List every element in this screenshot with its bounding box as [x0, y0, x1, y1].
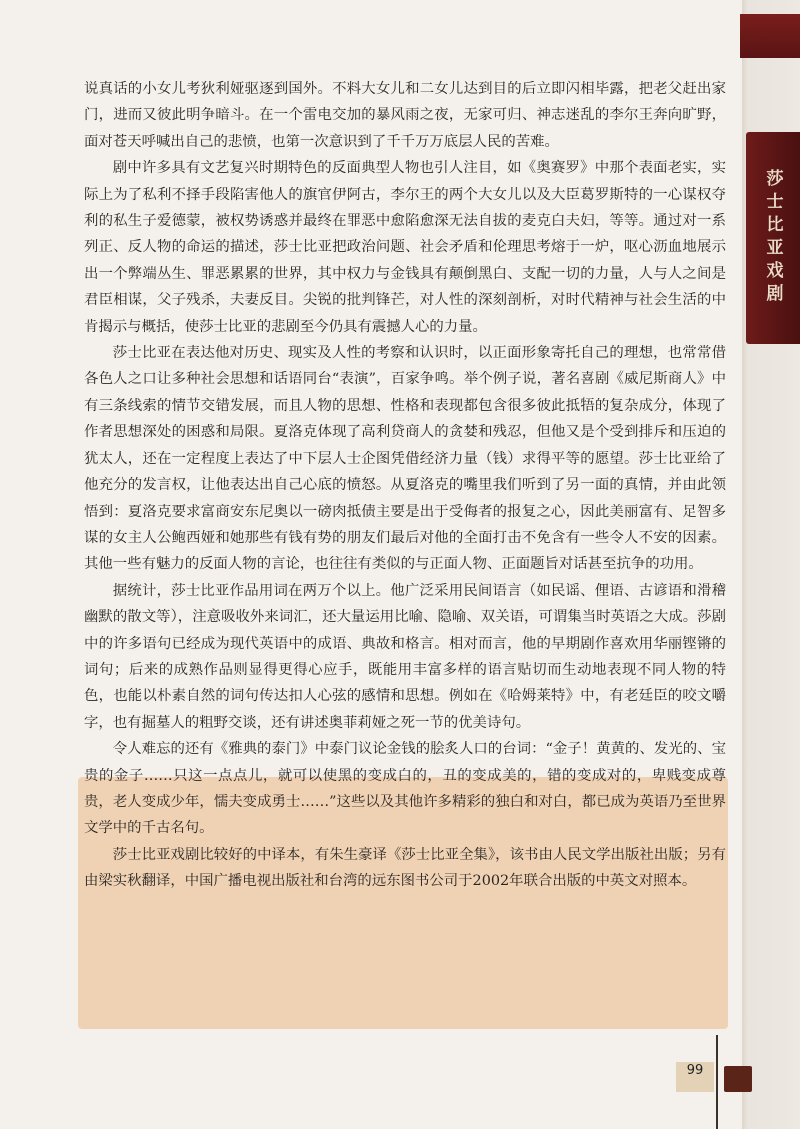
paragraph-2: 剧中许多具有文艺复兴时期特色的反面典型人物也引人注目，如《奥赛罗》中那个表面老实，实际上为了私利不择手段陷害他人的旗官伊阿古，李尔王的两个大女儿以及大臣葛罗斯特的一心谋权夺利的私生子爱德蒙，被权势诱惑并最终在罪恶中愈陷愈深无法自拔的麦克白夫妇，等等。通过对一系列正、反人物的命运的描述，莎士比亚把政治问题、社会矛盾和伦理思考熔于一炉，呕心沥血地展示出一个弊端丛生、罪恶累累的世界，其中权力与金钱具有颠倒黑白、支配一切的力量，人与人之间是君臣相谋，父子残杀，夫妻反目。尖锐的批判锋芒，对人性的深刻剖析，对时代精神与社会生活的中肯揭示与概括，使莎士比亚的悲剧至今仍具有震撼人心的力量。 [84, 160, 726, 335]
main-text [84, 76, 726, 895]
top-decorative-bar [740, 14, 800, 58]
paragraph-6: 莎士比亚戏剧比较好的中译本，有朱生豪译《莎士比亚全集》，该书由人民文学出版社出版；另有由梁实秋翻译，中国广播电视出版社和台湾的远东图书公司于2002年联合出版的中英文对照本。 [84, 846, 726, 890]
chapter-tab-label: 莎士比亚戏剧 [762, 169, 783, 307]
paragraph-3: 莎士比亚在表达他对历史、现实及人性的考察和认识时，以正面形象寄托自己的理想，也常常借各色人之口让多种社会思想和话语同台“表演”，百家争鸣。举个例子说，著名喜剧《威尼斯商人》中有三条线索的情节交错发展，而且人物的思想、性格和表现都包含很多彼此抵牾的复杂成分，体现了作者思想深处的困惑和局限。夏洛克体现了高利贷商人的贪婪和残忍，但他又是个受到排斥和压迫的犹太人，还在一定程度上表达了中下层人士企图凭借经济力量（钱）求得平等的愿望。莎士比亚给了他充分的发言权，让他表达出自己心底的愤怒。从夏洛克的嘴里我们听到了另一面的真情，并由此领悟到：夏洛克要求富商安东尼奥以一磅肉抵债主要是出于受侮者的报复之心，因此美丽富有、足智多谋的女主人公鲍西娅和她那些有钱有势的朋友们最后对他的全面打击不免含有一些令人不安的因素。其他一些有魅力的反面人物的言论，也往往有类似的与正面人物、正面题旨对话甚至抗争的功用。 [84, 345, 726, 573]
corner-ornament [724, 1066, 752, 1092]
paragraph-1: 说真话的小女儿考狄利娅驱逐到国外。不料大女儿和二女儿达到目的后立即闪相毕露，把老父赶出家门，进而又彼此明争暗斗。在一个雷电交加的暴风雨之夜，无家可归、神志迷乱的李尔王奔向旷野，面对苍天呼喊出自己的悲愤，也第一次意识到了千千万万底层人民的苦难。 [84, 81, 726, 150]
paragraph-4: 据统计，莎士比亚作品用词在两万个以上。他广泛采用民间语言（如民谣、俚语、古谚语和滑稽幽默的散文等），注意吸收外来词汇，还大量运用比喻、隐喻、双关语，可谓集当时英语之大成。莎剧中的许多语句已经成为现代英语中的成语、典故和格言。相对而言，他的早期剧作喜欢用华丽铿锵的词句；后来的成熟作品则显得更得心应手，既能用丰富多样的语言贴切而生动地表现不同人物的特色，也能以朴素自然的词句传达扣人心弦的感情和思想。例如在《哈姆莱特》中，有老廷臣的咬文嚼字，也有掘墓人的粗野交谈，还有讲述奥菲莉娅之死一节的优美诗句。 [84, 582, 726, 731]
chapter-side-tab [746, 132, 800, 344]
page-number: 99 [686, 1063, 704, 1078]
paragraph-5: 令人难忘的还有《雅典的泰门》中泰门议论金钱的脍炙人口的台词：“金子！黄黄的、发光的、宝贵的金子……只这一点点儿，就可以使黑的变成白的，丑的变成美的，错的变成对的，卑贱变成尊贵，老人变成少年，懦夫变成勇士……”这些以及其他许多精彩的独白和对白，都已成为英语乃至世界文学中的千古名句。 [84, 741, 726, 837]
footer-divider [716, 1035, 718, 1129]
